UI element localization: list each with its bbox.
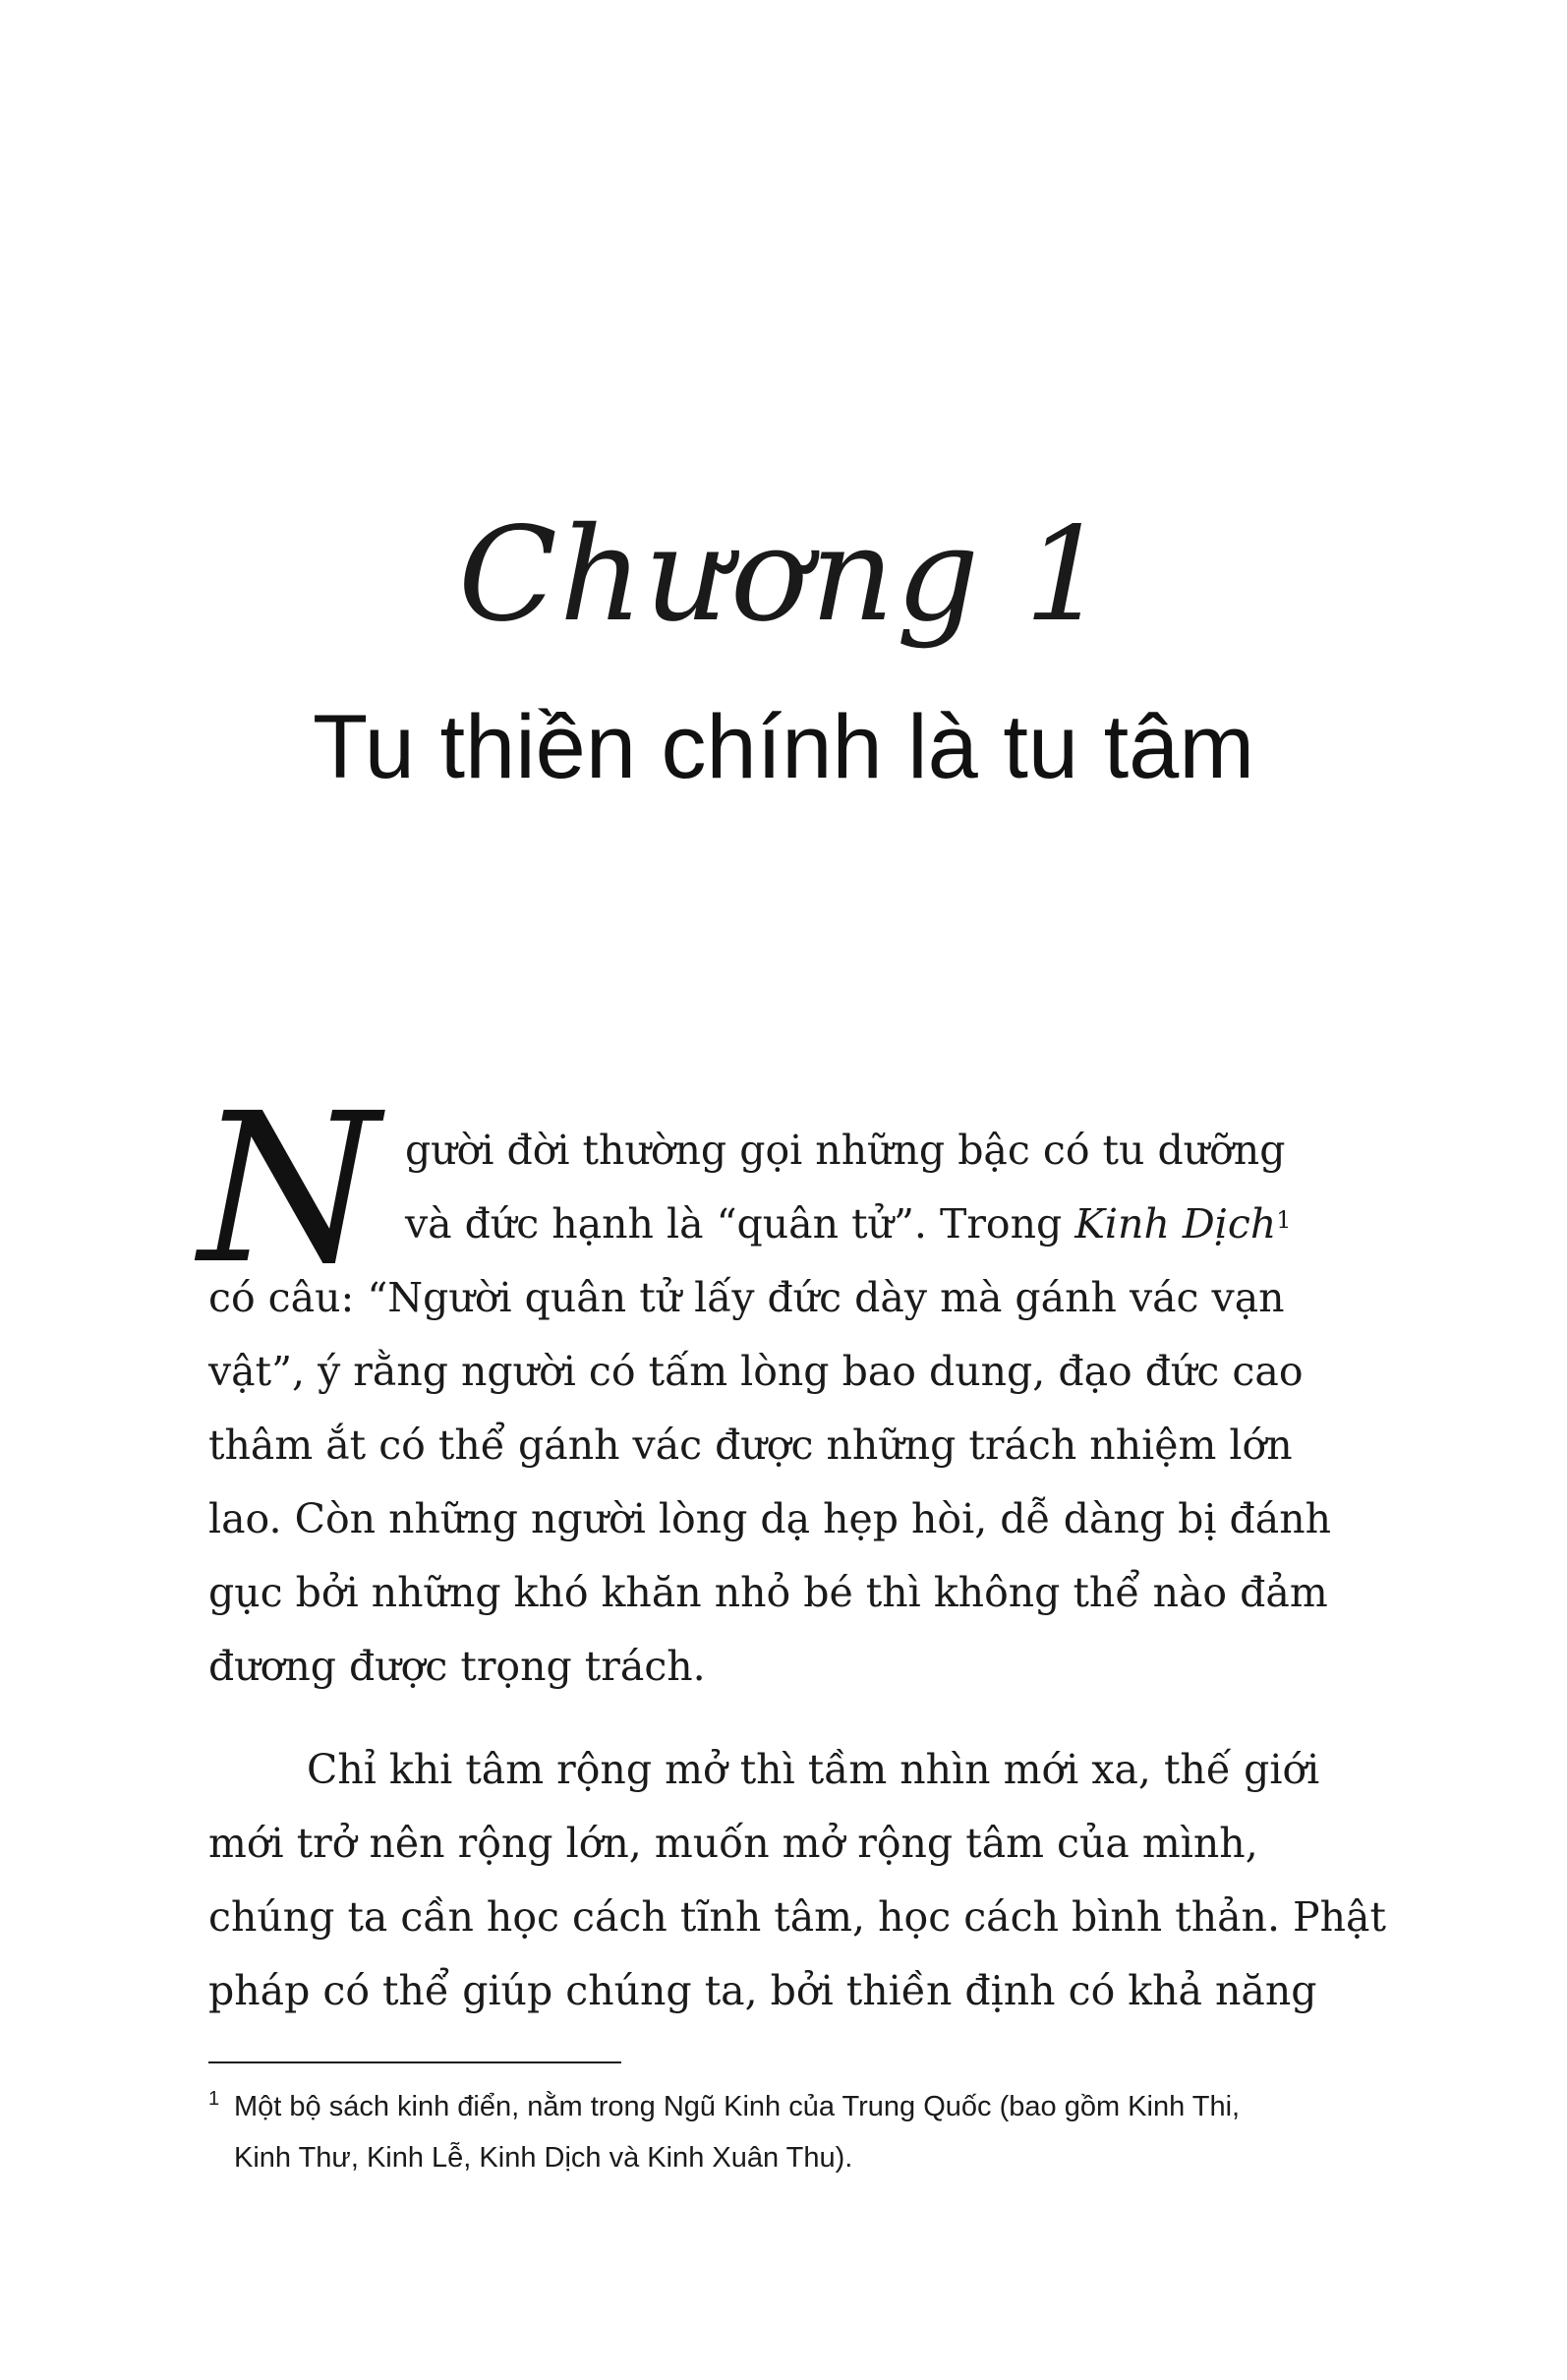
text-segment: và đức hạnh là “quân tử”. Trong [405, 1200, 1075, 1248]
text-line: vật”, ý rằng người có tấm lòng bao dung, đạo đức cao [208, 1348, 1304, 1395]
text-line: pháp có thể giúp chúng ta, bởi thiền định có khả năng [208, 1967, 1317, 2014]
text-line: thâm ắt có thể gánh vác được những trách nhiệm lớn [208, 1422, 1293, 1469]
italic-work-title: Kinh Dịch [1074, 1200, 1277, 1248]
drop-cap: N [199, 1069, 379, 1309]
text-line: chúng ta cần học cách tĩnh tâm, học cách bình thản. Phật [208, 1893, 1386, 1941]
paragraph-2 [208, 1733, 1386, 2028]
text-line: mới trở nên rộng lớn, muốn mở rộng tâm của mình, [208, 1820, 1258, 1867]
text-line: Chỉ khi tâm rộng mở thì tầm nhìn mới xa, thế giới [307, 1746, 1320, 1793]
text-line: có câu: “Người quân tử lấy đức dày mà gánh vác vạn [208, 1274, 1285, 1321]
footnote-line: Một bộ sách kinh điển, nằm trong Ngũ Kinh của Trung Quốc (bao gồm Kinh Thi, [234, 2091, 1241, 2122]
text-line: gười đời thường gọi những bậc có tu dưỡng [405, 1127, 1286, 1174]
footnote-divider [208, 2061, 621, 2063]
footnote [208, 2081, 1368, 2183]
chapter-label: Chương 1 [458, 499, 1109, 651]
footnote-mark: 1 [208, 2088, 220, 2110]
chapter-title: Tu thiền chính là tu tâm [312, 697, 1254, 797]
text-line [208, 1188, 1349, 1261]
text-line: lao. Còn những người lòng dạ hẹp hòi, dễ dàng bị đánh [208, 1495, 1332, 1542]
footnote-line: Kinh Thư, Kinh Lễ, Kinh Dịch và Kinh Xuân Thu). [234, 2142, 853, 2174]
text-line: gục bởi những khó khăn nhỏ bé thì không thể nào đảm [208, 1569, 1328, 1616]
footnote-reference[interactable]: 1 [1276, 1206, 1292, 1234]
text-line: đương được trọng trách. [208, 1643, 706, 1690]
paragraph-1 [199, 1069, 1349, 1704]
